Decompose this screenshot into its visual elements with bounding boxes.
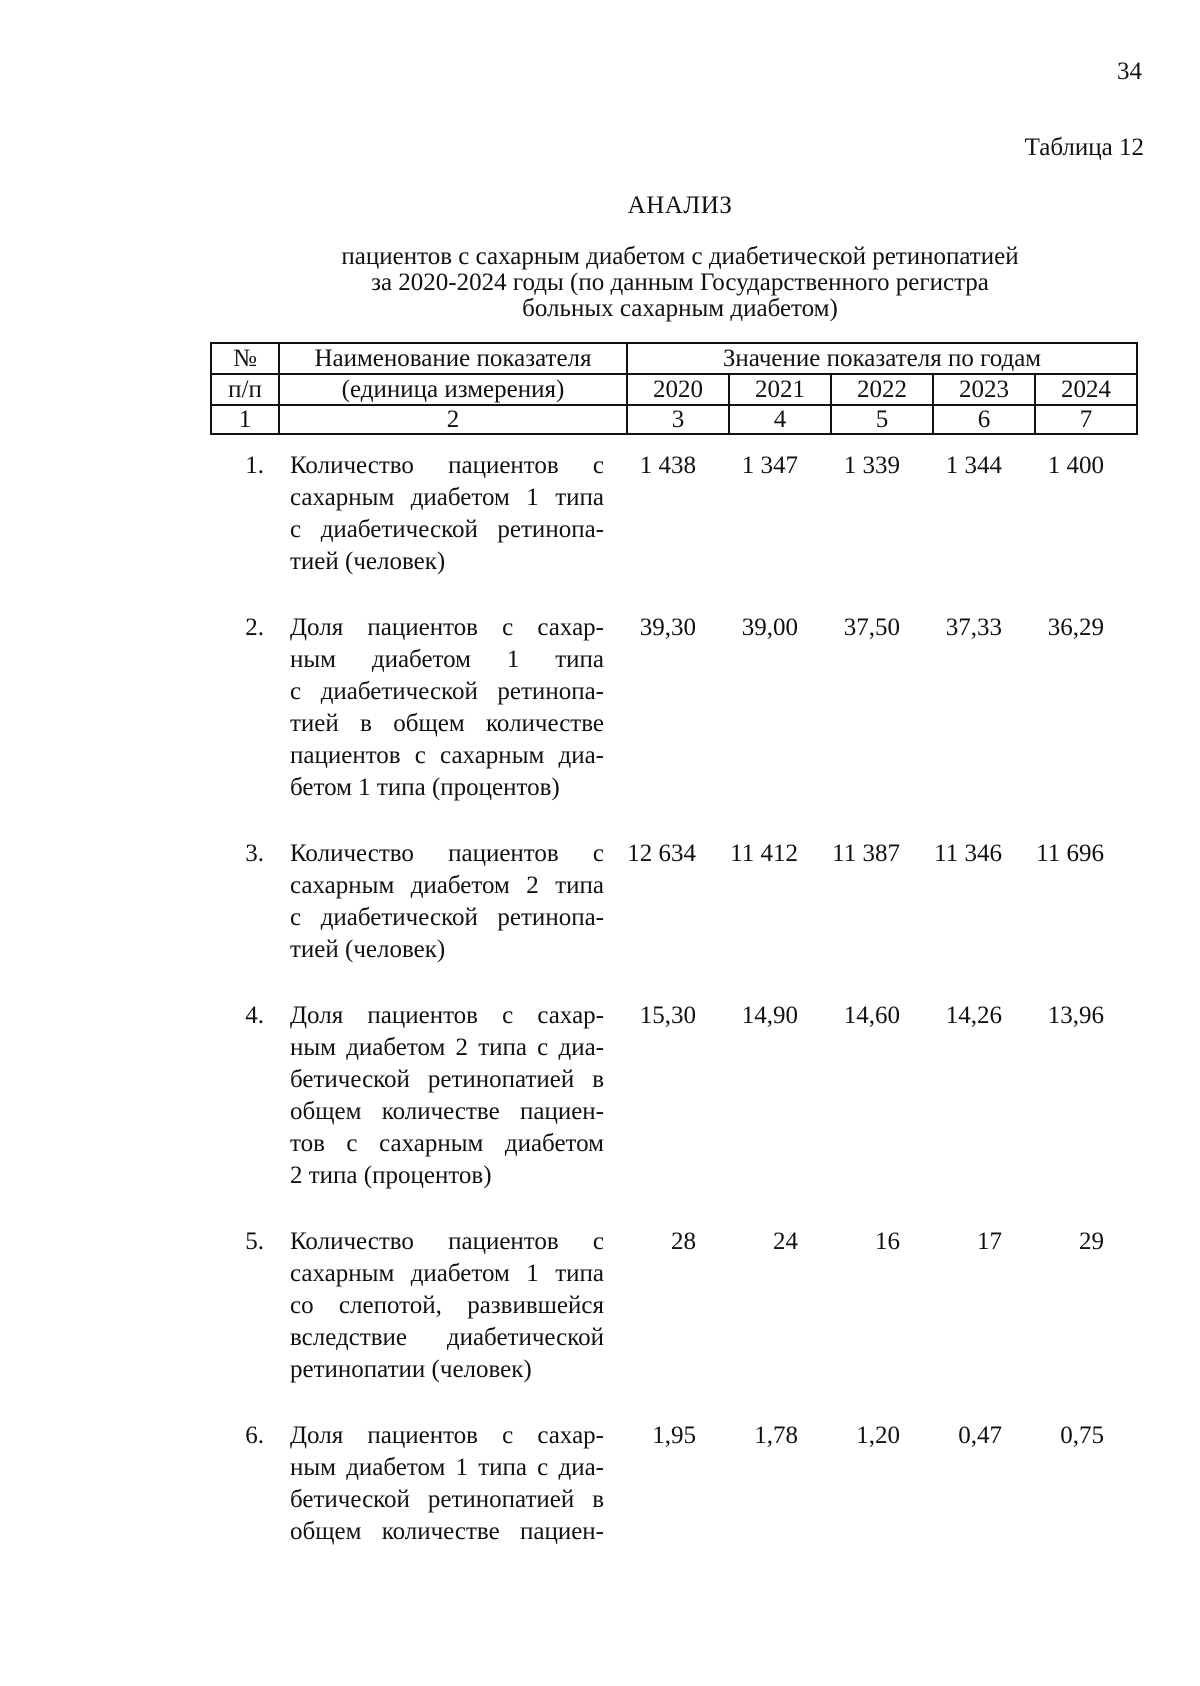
column-number: 1 <box>211 405 279 434</box>
row-indicator-name <box>274 1226 604 1386</box>
row-value: 14,90 <box>741 1002 798 1029</box>
indicator-line: сахарным диабетом 2 типа <box>290 872 604 899</box>
column-number: 4 <box>729 405 831 434</box>
table-header <box>210 342 1138 435</box>
row-indicator-name <box>274 1000 604 1192</box>
row-value: 1,95 <box>652 1422 696 1449</box>
header-num-line2: п/п <box>211 374 279 405</box>
row-value: 39,00 <box>741 614 798 641</box>
indicator-line: бетом 1 типа (процентов) <box>290 774 560 801</box>
indicator-line: сахарным диабетом 1 типа <box>290 1260 604 1287</box>
row-indicator-name <box>274 450 604 578</box>
document-title: АНАЛИЗ <box>627 192 733 219</box>
row-value: 37,50 <box>843 614 900 641</box>
row-indicator-name <box>274 838 604 966</box>
indicator-line: тией в общем количестве <box>290 710 604 737</box>
page-number: 34 <box>1117 58 1142 85</box>
document-subtitle <box>280 244 1080 322</box>
indicator-line: бетической ретинопатией в <box>290 1486 604 1513</box>
subtitle-line: пациентов с сахарным диабетом с диабетической ретинопатией <box>341 243 1019 270</box>
row-value: 11 387 <box>832 840 900 867</box>
row-value: 37,33 <box>945 614 1002 641</box>
row-value: 24 <box>773 1228 798 1255</box>
row-value: 13,96 <box>1047 1002 1104 1029</box>
row-value: 11 412 <box>730 840 798 867</box>
header-year: 2022 <box>831 374 933 405</box>
indicator-line: Количество пациентов с <box>290 840 604 867</box>
indicator-line: общем количестве пациен- <box>290 1098 604 1125</box>
indicator-line: с диабетической ретинопа- <box>290 678 604 705</box>
header-year: 2023 <box>933 374 1035 405</box>
row-number: 5. <box>245 1228 264 1255</box>
subtitle-line: за 2020-2024 годы (по данным Государственного регистра <box>371 269 989 296</box>
indicator-line: вследствие диабетической <box>290 1324 604 1351</box>
row-value: 1 438 <box>639 452 696 479</box>
row-value: 1 400 <box>1047 452 1104 479</box>
row-value: 0,47 <box>958 1422 1002 1449</box>
indicator-line: пациентов с сахарным диа- <box>290 742 604 769</box>
indicator-line: ретинопатии (человек) <box>290 1356 532 1383</box>
row-number: 6. <box>245 1422 264 1449</box>
column-number: 6 <box>933 405 1035 434</box>
header-year: 2024 <box>1035 374 1137 405</box>
row-value: 1,20 <box>856 1422 900 1449</box>
row-number: 1. <box>245 452 264 479</box>
table-row <box>210 838 1136 966</box>
row-value: 11 346 <box>934 840 1002 867</box>
row-value: 15,30 <box>639 1002 696 1029</box>
header-name-line2: (единица измерения) <box>279 374 627 405</box>
subtitle-line: больных сахарным диабетом) <box>522 295 838 322</box>
row-value: 16 <box>875 1228 900 1255</box>
indicator-line: сахарным диабетом 1 типа <box>290 484 604 511</box>
header-values-title: Значение показателя по годам <box>627 343 1137 374</box>
row-value: 0,75 <box>1060 1422 1104 1449</box>
indicator-line: тией (человек) <box>290 936 446 963</box>
column-number: 2 <box>279 405 627 434</box>
header-name-line1: Наименование показателя <box>279 343 627 374</box>
indicator-line: Количество пациентов с <box>290 1228 604 1255</box>
row-number: 2. <box>245 614 264 641</box>
row-value: 14,60 <box>843 1002 900 1029</box>
row-value: 39,30 <box>639 614 696 641</box>
row-number: 3. <box>245 840 264 867</box>
row-value: 14,26 <box>945 1002 1002 1029</box>
table-row <box>210 1420 1136 1548</box>
row-number: 4. <box>245 1002 264 1029</box>
indicator-line: 2 типа (процентов) <box>290 1162 492 1189</box>
indicator-line: ным диабетом 1 типа с диа- <box>290 1454 604 1481</box>
indicator-line: Доля пациентов с сахар- <box>290 1002 604 1029</box>
row-value: 28 <box>671 1228 696 1255</box>
column-number: 3 <box>627 405 729 434</box>
row-indicator-name <box>274 1420 604 1548</box>
indicator-line: с диабетической ретинопа- <box>290 516 604 543</box>
column-number: 5 <box>831 405 933 434</box>
header-num-line1: № <box>211 343 279 374</box>
indicator-line: ным диабетом 1 типа <box>290 646 604 673</box>
table-row <box>210 1226 1136 1386</box>
indicator-line: со слепотой, развившейся <box>290 1292 604 1319</box>
row-value: 29 <box>1079 1228 1104 1255</box>
header-year: 2020 <box>627 374 729 405</box>
indicator-line: тией (человек) <box>290 548 446 575</box>
row-value: 12 634 <box>627 840 696 867</box>
row-value: 17 <box>977 1228 1002 1255</box>
row-value: 36,29 <box>1047 614 1104 641</box>
table-row <box>210 612 1136 804</box>
row-value: 1,78 <box>754 1422 798 1449</box>
table-row <box>210 450 1136 578</box>
column-number: 7 <box>1035 405 1137 434</box>
indicator-line: общем количестве пациен- <box>290 1518 604 1545</box>
table-label: Таблица 12 <box>1024 134 1144 161</box>
indicator-line: ным диабетом 2 типа с диа- <box>290 1034 604 1061</box>
indicator-line: с диабетической ретинопа- <box>290 904 604 931</box>
indicator-line: тов с сахарным диабетом <box>290 1130 604 1157</box>
table-body <box>210 450 1136 1548</box>
row-value: 1 339 <box>843 452 900 479</box>
indicator-line: Доля пациентов с сахар- <box>290 1422 604 1449</box>
header-year: 2021 <box>729 374 831 405</box>
table-row <box>210 1000 1136 1192</box>
row-value: 11 696 <box>1036 840 1104 867</box>
row-value: 1 344 <box>945 452 1002 479</box>
indicator-line: бетической ретинопатией в <box>290 1066 604 1093</box>
row-value: 1 347 <box>741 452 798 479</box>
row-indicator-name <box>274 612 604 804</box>
indicator-line: Количество пациентов с <box>290 452 604 479</box>
indicator-line: Доля пациентов с сахар- <box>290 614 604 641</box>
